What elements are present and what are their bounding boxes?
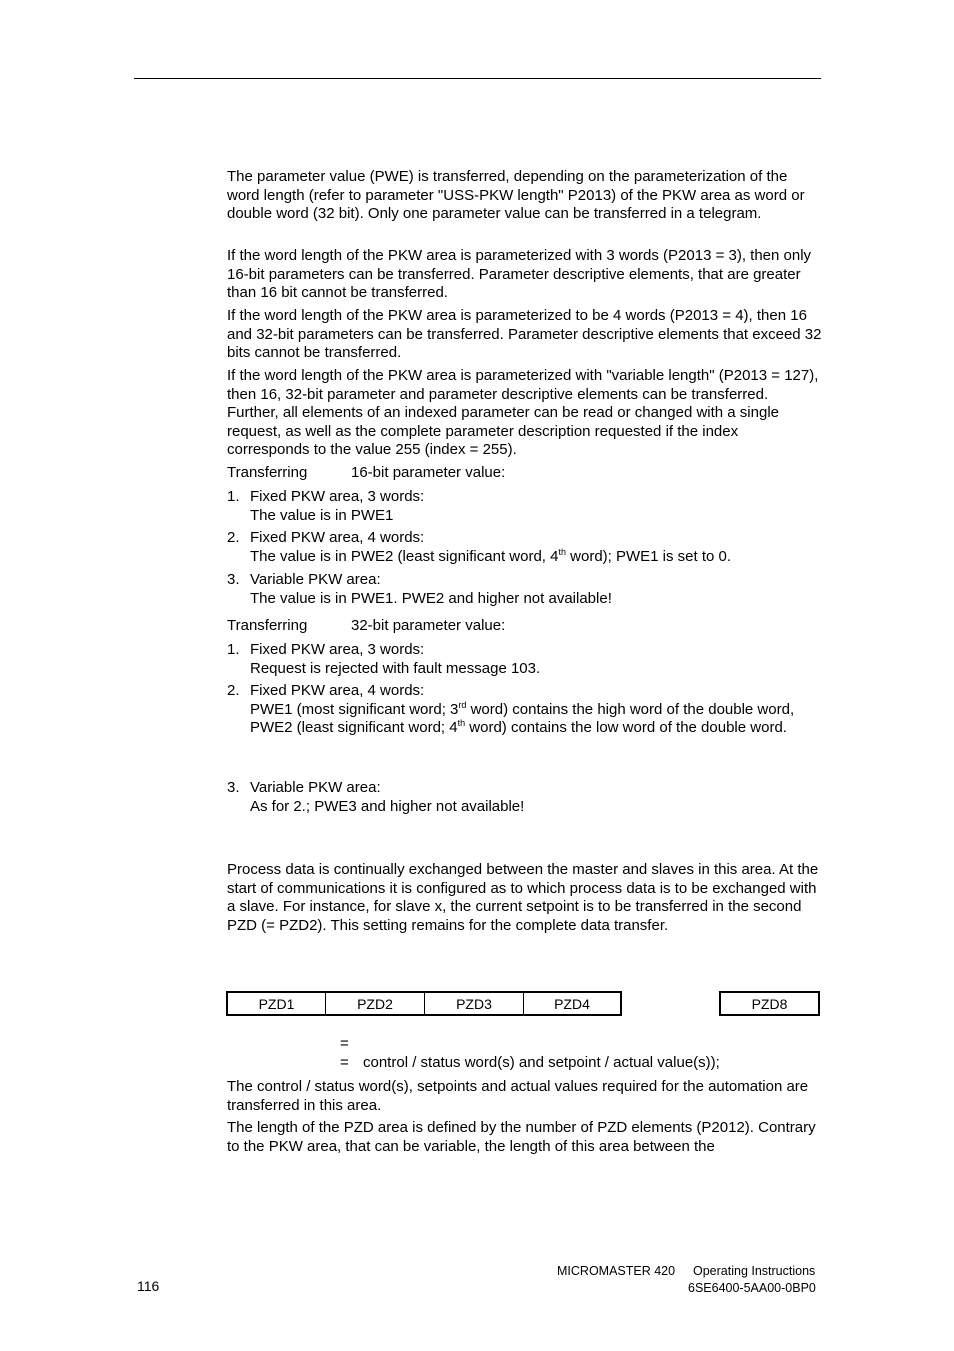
item-number: 1. [227,488,240,505]
pzd-box-last [719,991,820,1016]
pwe-paragraph-3: If the word length of the PKW area is parameterized to be 4 words (P2013 = 4), then 16 and 32-bit parameters can be transferred. Parameter descriptive elements that exceed 32 bits cannot be transferred. [227,307,822,361]
pwe-paragraph-4: If the word length of the PKW area is parameterized with "variable length" (P2013 = 127), then 16, 32-bit parameter and parameter descriptive elements can be transferred. Further, all elements of an indexed parameter can be read or changed with a single request, as well as the complete parameter description requested if the index corresponds to the value 255 (index = 255). [227,367,819,458]
transfer32-label: Transferring [227,617,308,634]
item-line: As for 2.; PWE3 and higher not available! [250,797,525,815]
item-number: 3. [227,571,240,588]
pwe-paragraph-2: If the word length of the PKW area is parameterized with 3 words (P2013 = 3), then only 16-bit parameters can be transferred. Parameter descriptive elements, that are greater than 16 bit cannot be transferred. [227,247,812,301]
item-line: Variable PKW area: [250,571,381,588]
item-line: Request is rejected with fault message 103. [250,659,541,677]
item-line: PWE2 (least significant word; 4th word) contains the low word of the double word. [250,718,787,736]
item-line: The value is in PWE2 (least significant word, 4th word); PWE1 is set to 0. [250,546,732,565]
footer-doc-type: Operating Instructions [693,1264,816,1278]
item-line: The value is in PWE1 [250,506,394,524]
pzd-paragraph-1: The control / status word(s), setpoints and actual values required for the automation are transferred in this area. [227,1078,809,1114]
pwe-paragraph-1: The parameter value (PWE) is transferred, depending on the parameterization of the word length (refer to parameter "USS-PKW length" P2013) of the PKW area as word or double word (32 bit). Only one parameter value can be transferred in a telegram. [227,168,805,222]
item-line: The value is in PWE1. PWE2 and higher not available! [250,589,612,607]
item-number: 3. [227,779,240,796]
item-number: 1. [227,641,240,658]
legend-text: control / status word(s) and setpoint / actual value(s)); [363,1054,720,1071]
pzd-box-1: PZD1 [228,993,326,1014]
footer-product: MICROMASTER 420 [557,1264,676,1278]
pzd-box-group [226,991,622,1016]
item-line: Fixed PKW area, 3 words: [250,641,425,658]
transfer16-value: 16-bit parameter value: [351,464,506,481]
item-line: Fixed PKW area, 3 words: [250,488,425,505]
legend-equals-2: = [340,1054,349,1071]
footer-order-number: 6SE6400-5AA00-0BP0 [688,1281,816,1295]
pzd-box-3: PZD3 [425,993,524,1014]
transfer16-label: Transferring [227,464,308,481]
item-line: Fixed PKW area, 4 words: [250,682,425,699]
page-number: 116 [137,1278,160,1294]
item-line: Fixed PKW area, 4 words: [250,529,425,546]
item-line: PWE1 (most significant word; 3rd word) contains the high word of the double word, [250,699,795,718]
pzd-paragraph-2: The length of the PZD area is defined by the number of PZD elements (P2012). Contrary to the PKW area, that can be variable, the length of this area between the [227,1119,816,1155]
legend-equals-1: = [340,1035,349,1052]
pzd-intro-paragraph: Process data is continually exchanged between the master and slaves in this area. At the start of communications it is configured as to which process data is to be exchanged with a slave. For instance, for slave x, the current setpoint is to be transferred in the second PZD (= PZD2). This setting remains for the complete data transfer. [227,861,819,934]
item-number: 2. [227,529,240,546]
item-number: 2. [227,682,240,699]
pzd-box-2: PZD2 [326,993,425,1014]
pzd-box-4: PZD4 [554,995,590,1012]
pzd-box-8: PZD8 [751,995,788,1012]
item-line: Variable PKW area: [250,779,381,796]
transfer32-value: 32-bit parameter value: [351,617,506,634]
header-rule [134,78,821,79]
